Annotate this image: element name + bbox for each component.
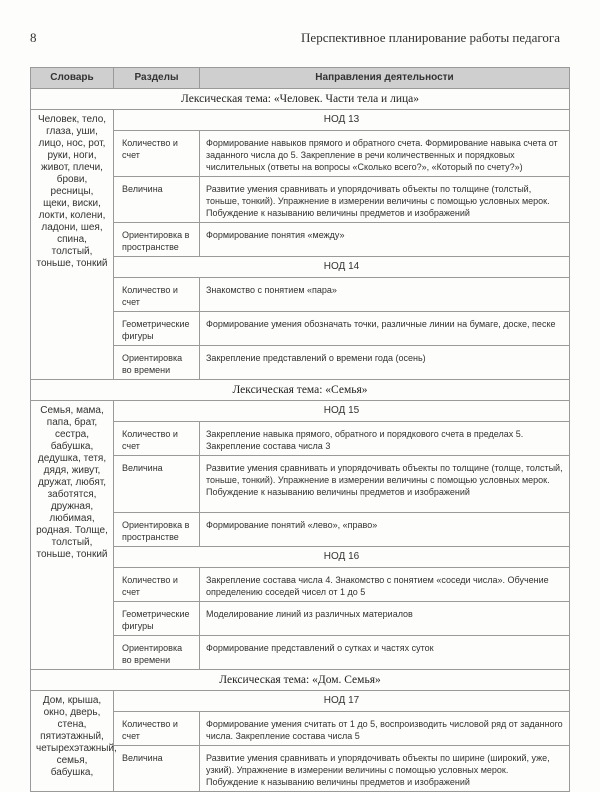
planning-table: [30, 67, 570, 792]
section-cell: Ориентировка в пространстве: [114, 513, 200, 547]
nod-title: НОД 13: [114, 110, 570, 131]
theme-row: [31, 670, 570, 691]
activity-cell: Моделирование линий из различных материалов: [200, 602, 570, 636]
activity-cell: Знакомство с понятием «пара»: [200, 278, 570, 312]
activity-cell: Формирование понятий «лево», «право»: [200, 513, 570, 547]
activity-cell: Закрепление состава числа 4. Знакомство с понятием «соседи числа». Обучение определению соседей чисел от 1 до 5: [200, 568, 570, 602]
table-header-row: [31, 68, 570, 89]
activity-cell: Формирование умения считать от 1 до 5, воспроизводить числовой ряд от заданного числа. Закрепление состава числа 5: [200, 712, 570, 746]
section-cell: Величина: [114, 746, 200, 792]
section-cell: Ориентировка во времени: [114, 636, 200, 670]
section-cell: Ориентировка во времени: [114, 346, 200, 380]
nod-row: [31, 401, 570, 422]
theme-title: Лексическая тема: «Человек. Части тела и лица»: [31, 89, 570, 110]
vocabulary-cell: Семья, мама, папа, брат, сестра, бабушка, дедушка, тетя, дядя, живут, дружат, любят, заботятся, дружная, любимая, родная. Толще, толстый, тоньше, тонкий: [31, 401, 114, 670]
section-cell: Величина: [114, 177, 200, 223]
activity-cell: Развитие умения сравнивать и упорядочивать объекты по толщине (толстый, тоньше, тонкий). Упражнение в измерении величины с помощью условных мерок. Побуждение к называнию величины предметов и изображений: [200, 177, 570, 223]
activity-cell: Формирование понятия «между»: [200, 223, 570, 257]
nod-title: НОД 15: [114, 401, 570, 422]
theme-row: [31, 380, 570, 401]
nod-row: [31, 691, 570, 712]
section-cell: Ориентировка в пространстве: [114, 223, 200, 257]
section-cell: Геометрические фигуры: [114, 602, 200, 636]
col-header-vocabulary: Словарь: [31, 68, 114, 89]
section-cell: Геометрические фигуры: [114, 312, 200, 346]
section-cell: Количество и счет: [114, 568, 200, 602]
vocabulary-cell: Дом, крыша, окно, дверь, стена, пятиэтажный, четырехэтажный, семья, бабушка,: [31, 691, 114, 792]
theme-title: Лексическая тема: «Семья»: [31, 380, 570, 401]
activity-cell: Формирование представлений о сутках и частях суток: [200, 636, 570, 670]
theme-row: [31, 89, 570, 110]
running-title: Перспективное планирование работы педагога: [301, 30, 560, 45]
nod-title: НОД 16: [114, 547, 570, 568]
nod-row: [31, 110, 570, 131]
nod-title: НОД 17: [114, 691, 570, 712]
activity-cell: Формирование умения обозначать точки, различные линии на бумаге, доске, песке: [200, 312, 570, 346]
activity-cell: Формирование навыков прямого и обратного счета. Формирование навыка счета от заданного числа до 5. Закрепление в речи количественных и порядковых числительных (ответы на вопросы «Сколько всего?», «Который по счету?»): [200, 131, 570, 177]
activity-cell: Развитие умения сравнивать и упорядочивать объекты по толщине (толще, толстый, тоньше, тонкий). Упражнение в измерении величины с помощью условных мерок. Побуждение к называнию величины предметов и изображений: [200, 456, 570, 513]
col-header-activities: Направления деятельности: [200, 68, 570, 89]
col-header-sections: Разделы: [114, 68, 200, 89]
section-cell: Величина: [114, 456, 200, 513]
section-cell: Количество и счет: [114, 131, 200, 177]
vocabulary-cell: Человек, тело, глаза, уши, лицо, нос, рот, руки, ноги, живот, плечи, брови, ресницы, щеки, виски, локти, колени, ладони, шея, спина, толстый, тоньше, тонкий: [31, 110, 114, 380]
nod-title: НОД 14: [114, 257, 570, 278]
section-cell: Количество и счет: [114, 712, 200, 746]
activity-cell: Закрепление навыка прямого, обратного и порядкового счета в пределах 5. Закрепление состава числа 3: [200, 422, 570, 456]
theme-title: Лексическая тема: «Дом. Семья»: [31, 670, 570, 691]
activity-cell: Закрепление представлений о времени года (осень): [200, 346, 570, 380]
activity-cell: Развитие умения сравнивать и упорядочивать объекты по ширине (широкий, уже, узкий). Упражнение в измерении величины с помощью условных мерок. Побуждение к называнию величины предметов и изображений: [200, 746, 570, 792]
page-number: 8: [30, 30, 37, 45]
section-cell: Количество и счет: [114, 278, 200, 312]
section-cell: Количество и счет: [114, 422, 200, 456]
